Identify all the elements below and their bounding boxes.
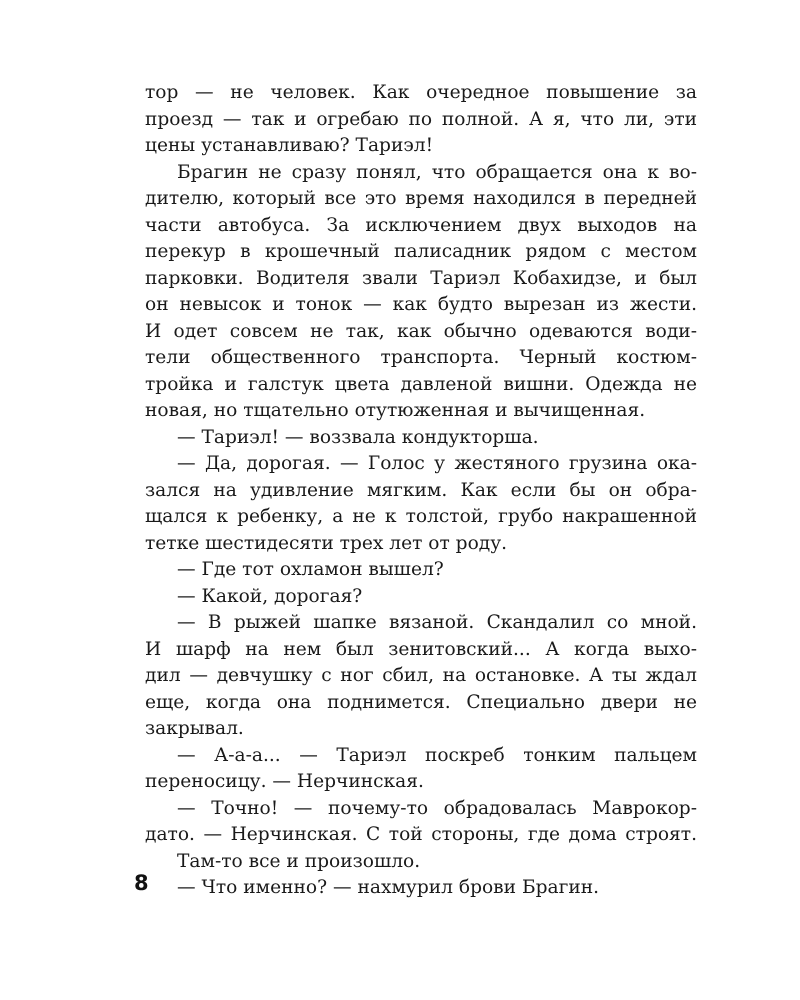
text-line: еще, когда она поднимется. Специально двери не [145,691,697,713]
text-line: — В рыжей шапке вязаной. Скандалил со мной. [177,612,697,633]
text-line: тели общественного транспорта. Черный костюм- [145,347,697,368]
text-line: — А-а-а... — Тариэл поскреб тонким пальцем [177,744,697,766]
text-line: тетке шестидесяти трех лет от роду. [145,532,508,554]
text-line: — Что именно? — нахмурил брови Брагин. [177,877,600,898]
text-line: дителю, который все это время находился в передней [145,188,697,209]
text-line: зался на удивление мягким. Как если бы он обра- [145,479,697,501]
text-line: переносицу. — Нерчинская. [145,771,424,792]
text-line: — Где тот охламон вышел? [177,559,444,580]
text-line: закрывал. [145,718,244,739]
text-line: — Тариэл! — воззвала кондукторша. [177,426,539,448]
text-line: — Какой, дорогая? [177,585,363,607]
text-line: новая, но тщательно отутюженная и вычищенная. [145,400,646,421]
text-line: Там-то все и произошло. [177,850,421,872]
text-line: И шарф на нем был зенитовский... А когда выхо- [145,638,697,660]
text-line: он невысок и тонок — как будто вырезан из жести. [145,294,697,315]
text-line: тор — не человек. Как очередное повышение за [145,82,697,103]
text-line: дато. — Нерчинская. С той стороны, где дома строят. [145,824,697,845]
text-line: проезд — так и огребаю по полной. А я, что ли, эти [145,108,697,130]
text-line: перекур в крошечный палисадник рядом с местом [145,241,697,262]
text-line: части автобуса. За исключением двух выходов на [145,214,697,236]
text-line: — Точно! — почему-то обрадовалась Маврокор- [177,797,697,819]
text-line: — Да, дорогая. — Голос у жестяного грузина ока- [177,453,697,474]
body-text [145,80,697,902]
text-line: дил — девчушку с ног сбил, на остановке. А ты ждал [145,665,697,686]
page-number: 8 [134,871,149,895]
text-line: И одет совсем не так, как обычно одеваются води- [145,320,697,342]
text-line: цены устанавливаю? Тариэл! [145,135,434,156]
text-line: парковки. Водителя звали Тариэл Кобахидзе, и был [145,267,697,289]
text-line: тройка и галстук цвета давленой вишни. Одежда не [145,373,697,395]
text-line: Брагин не сразу понял, что обращается она к во- [177,161,697,183]
text-line: щался к ребенку, а не к толстой, грубо накрашенной [145,506,697,527]
